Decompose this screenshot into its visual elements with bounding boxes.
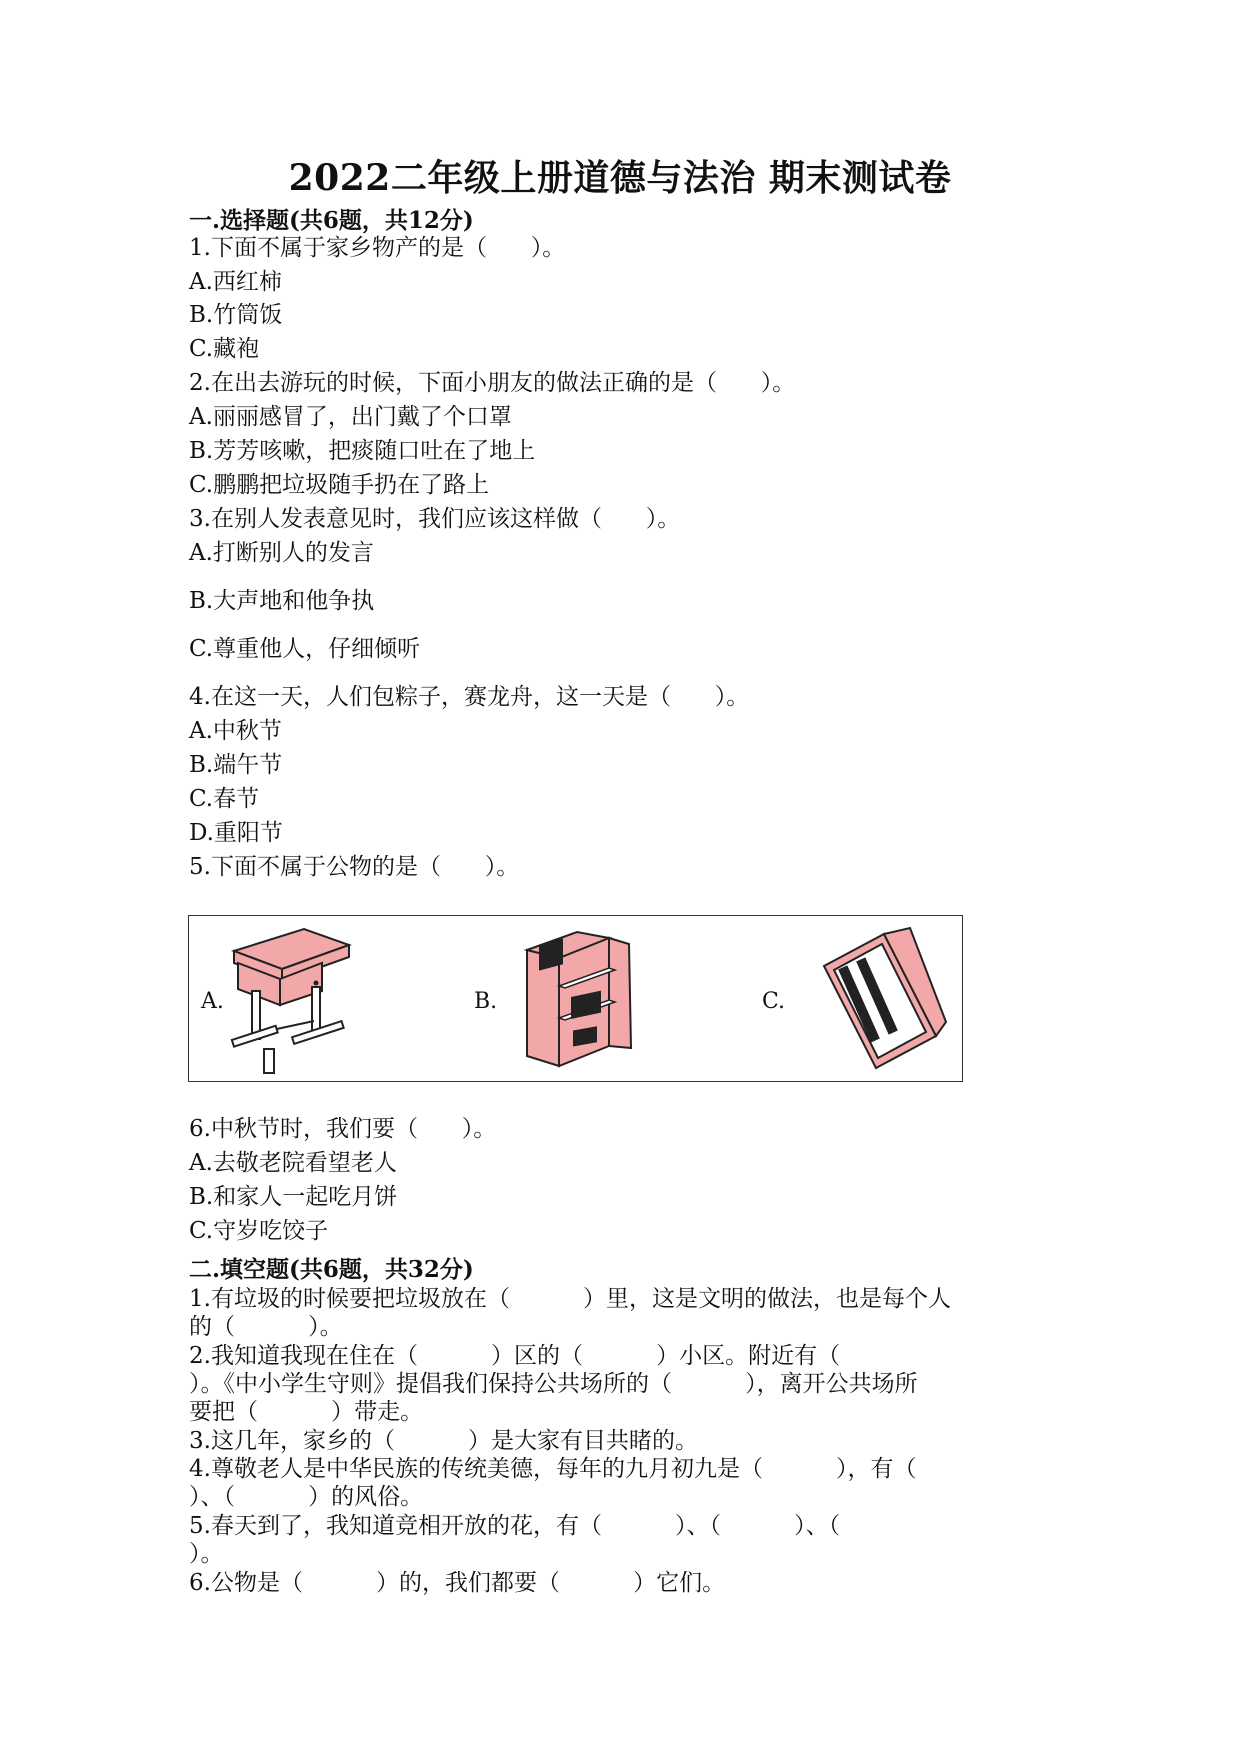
pencil-case-icon [814, 926, 954, 1076]
option-line: A.去敬老院看望老人 [189, 1150, 397, 1176]
option-line: A.中秋节 [189, 718, 282, 744]
question-3: 3.在别人发表意见时，我们应该这样做（ ）。 [189, 506, 681, 532]
fill-question-5-cont: ）。 [189, 1541, 224, 1567]
option-line: C.尊重他人，仔细倾听 [189, 636, 421, 662]
question-5-figure [188, 915, 963, 1082]
option-line: A.丽丽感冒了，出门戴了个口罩 [189, 404, 512, 430]
fill-question-2-cont: 要把（ ）带走。 [189, 1399, 424, 1425]
figure-label-a: A. [201, 989, 224, 1014]
fill-question-4-cont: ）、（ ）的风俗。 [189, 1484, 424, 1510]
question-2: 2.在出去游玩的时候，下面小朋友的做法正确的是（ ）。 [189, 370, 796, 396]
fill-question-1: 1.有垃圾的时候要把垃圾放在（ ）里，这是文明的做法，也是每个人 [189, 1286, 952, 1312]
option-line: B.竹筒饭 [189, 302, 283, 328]
option-line: B.端午节 [189, 752, 283, 778]
option-line: B.大声地和他争执 [189, 588, 375, 614]
fill-question-3: 3.这几年，家乡的（ ）是大家有目共睹的。 [189, 1428, 699, 1454]
fill-question-6: 6.公物是（ ）的，我们都要（ ）它们。 [189, 1570, 726, 1596]
option-line: C.春节 [189, 786, 260, 812]
figure-label-b: B. [474, 989, 498, 1014]
question-5: 5.下面不属于公物的是（ ）。 [189, 854, 520, 880]
option-line: C.守岁吃饺子 [189, 1218, 329, 1244]
bookshelf-icon [519, 930, 649, 1072]
question-6: 6.中秋节时，我们要（ ）。 [189, 1116, 497, 1142]
option-line: B.和家人一起吃月饼 [189, 1184, 398, 1210]
option-line: A.打断别人的发言 [189, 540, 374, 566]
question-4: 4.在这一天，人们包粽子，赛龙舟，这一天是（ ）。 [189, 684, 750, 710]
option-line: C.鹏鹏把垃圾随手扔在了路上 [189, 472, 490, 498]
fill-question-1-cont: 的（ ）。 [189, 1314, 343, 1340]
option-line: B.芳芳咳嗽，把痰随口吐在了地上 [189, 438, 536, 464]
fill-question-5: 5.春天到了，我知道竞相开放的花，有（ ）、（ ）、（ [189, 1513, 841, 1539]
page-title: 2022二年级上册道德与法治 期末测试卷 [288, 157, 952, 199]
fill-question-2-cont: ）。《中小学生守则》提倡我们保持公共场所的（ ），离开公共场所 [189, 1371, 918, 1397]
section-heading-fill: 二.填空题(共6题，共32分) [189, 1256, 474, 1283]
fill-question-4: 4.尊敬老人是中华民族的传统美德，每年的九月初九是（ ），有（ [189, 1456, 917, 1482]
school-desk-icon [224, 921, 359, 1079]
section-heading-choice: 一.选择题(共6题，共12分) [189, 207, 474, 234]
option-line: C.藏袍 [189, 336, 260, 362]
option-line: A.西红柿 [189, 269, 282, 295]
fill-question-2: 2.我知道我现在住在（ ）区的（ ）小区。附近有（ [189, 1343, 841, 1369]
option-line: D.重阳节 [189, 820, 283, 846]
question-1: 1.下面不属于家乡物产的是（ ）。 [189, 235, 566, 261]
figure-label-c: C. [762, 989, 786, 1014]
